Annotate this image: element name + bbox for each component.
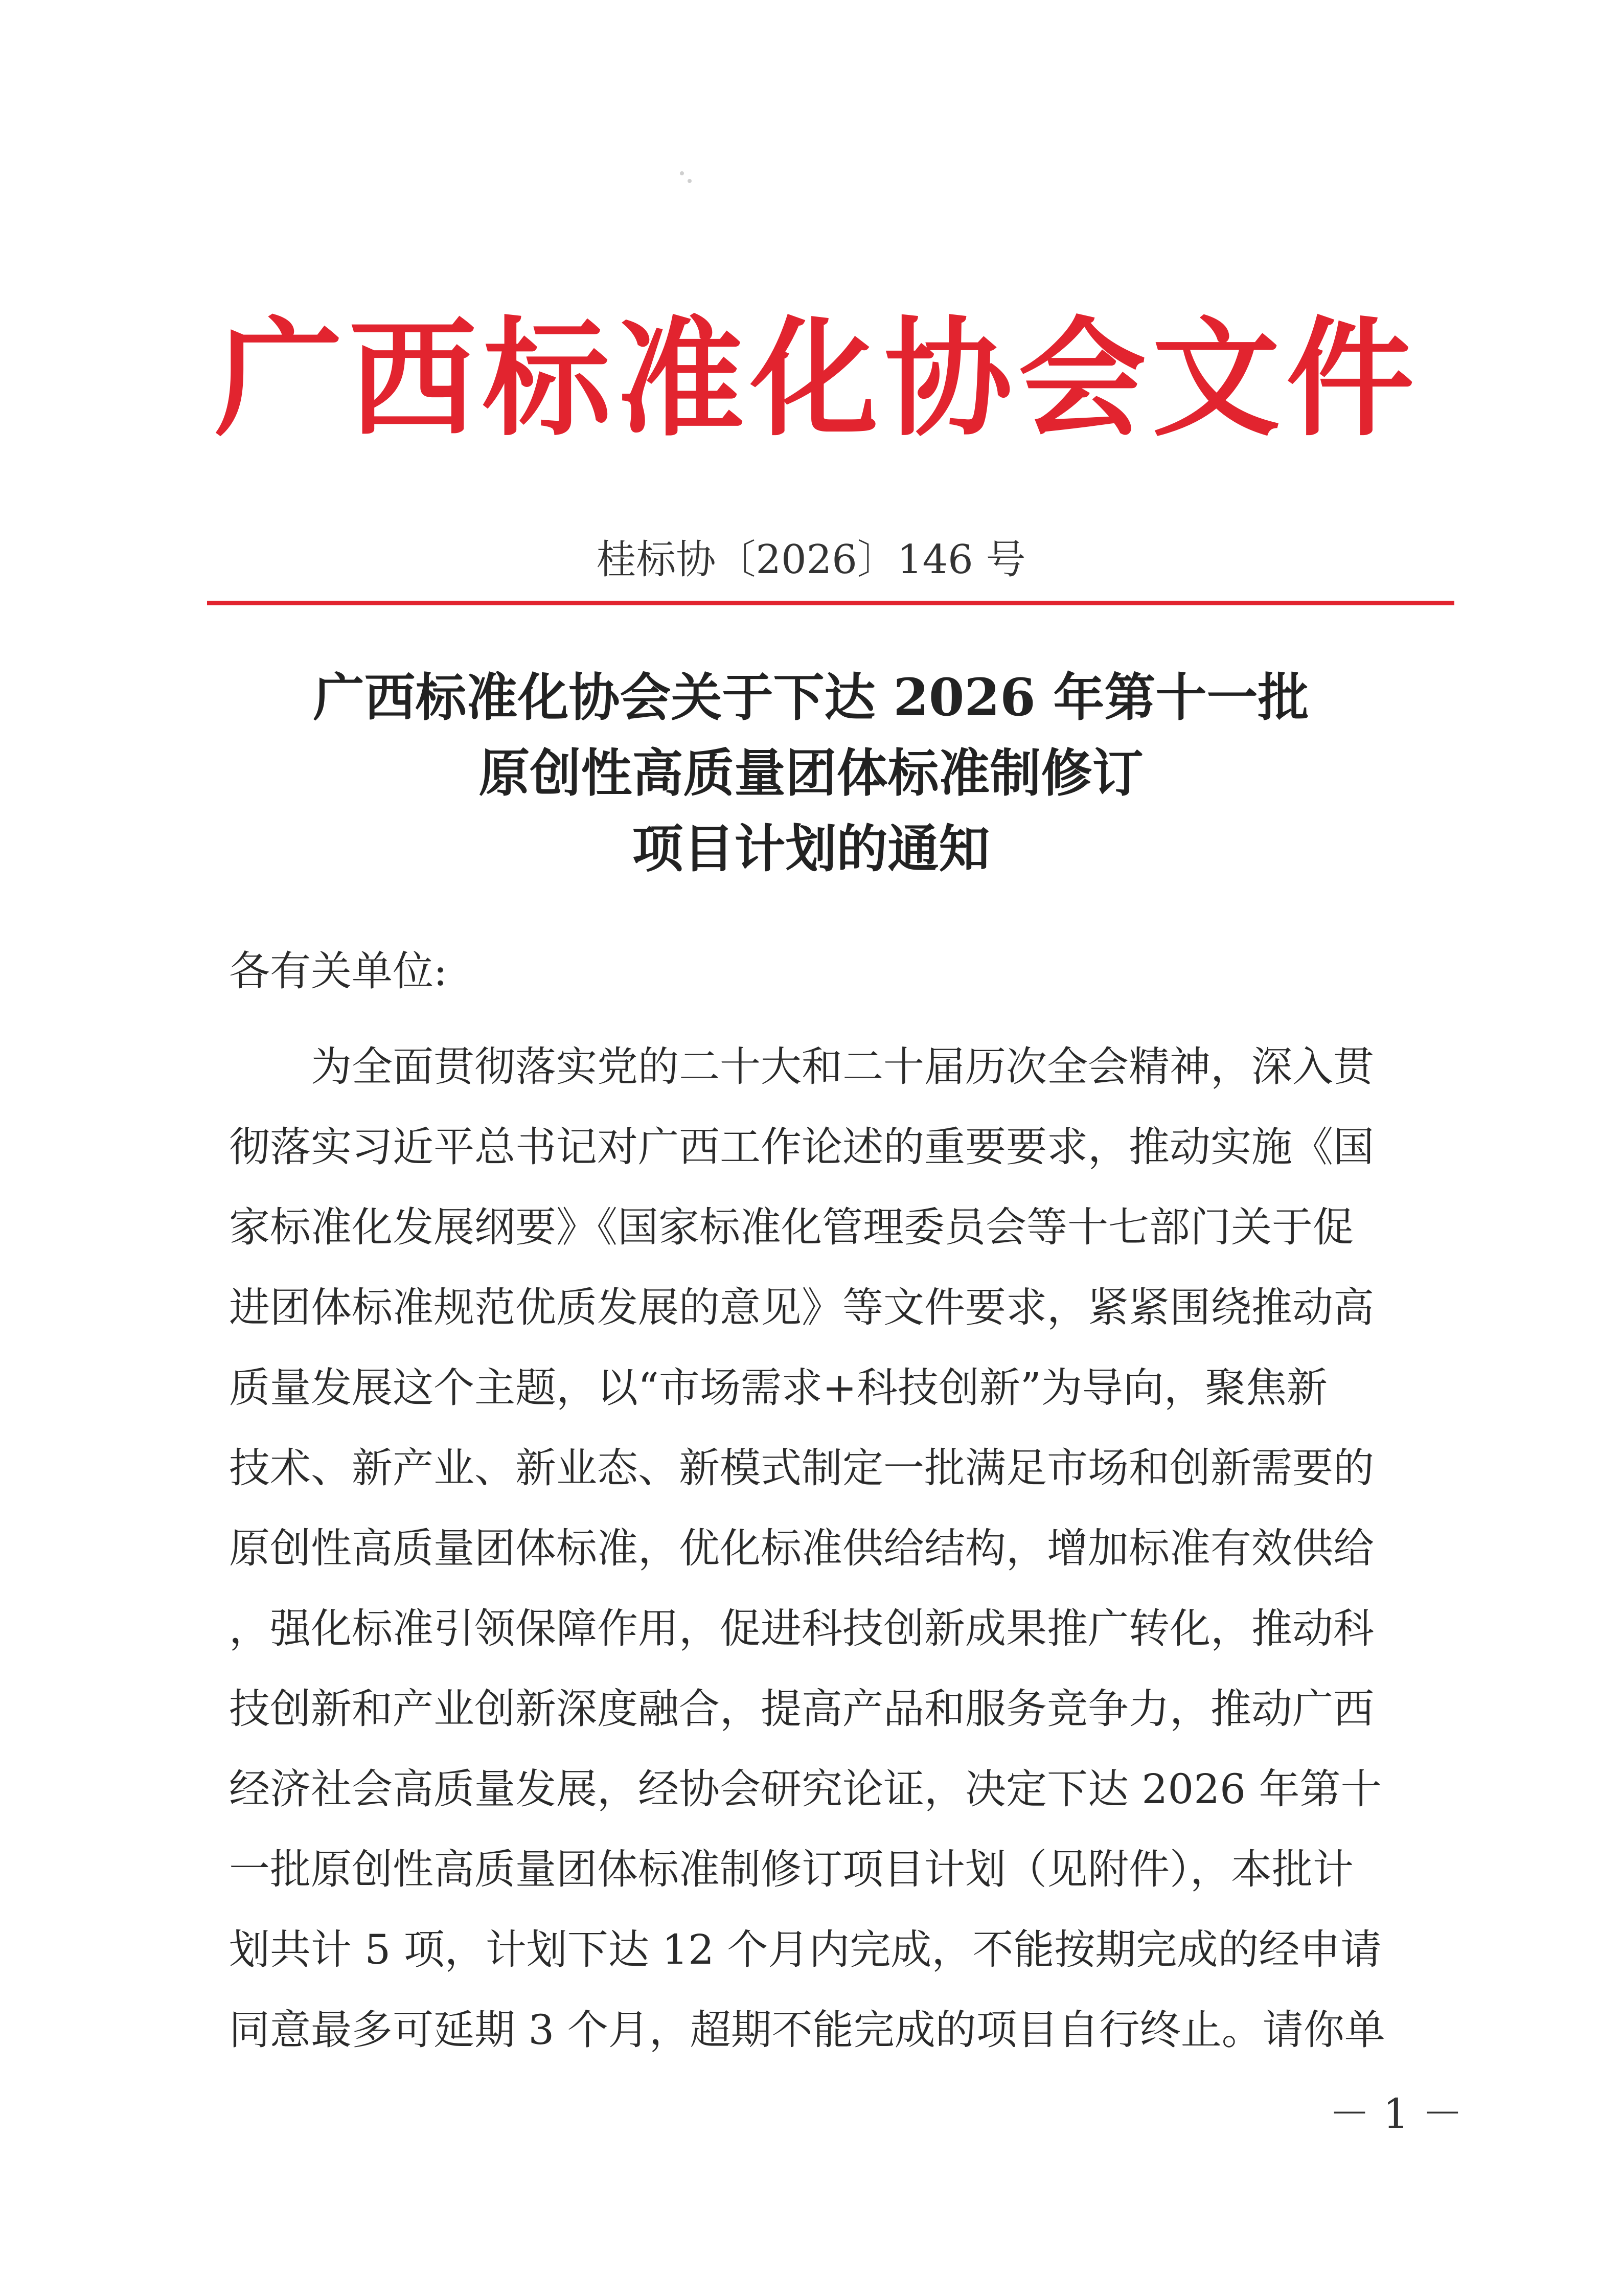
notice-title-line: 广西标准化协会关于下达 2026 年第十一批 xyxy=(313,667,1309,728)
body-line: 进团体标准规范优质发展的意见》等文件要求，紧紧围绕推动高 xyxy=(229,1284,1374,1331)
body-line: 经济社会高质量发展，经协会研究论证，决定下达 2026 年第十 xyxy=(229,1765,1382,1813)
issuer-header-title: 广西标准化协会文件 xyxy=(215,303,1420,453)
body-line: 为全面贯彻落实党的二十大和二十届历次全会精神，深入贯 xyxy=(229,1043,1374,1090)
document-number: 桂标协〔2026〕146 号 xyxy=(596,537,1026,583)
scan-speck xyxy=(688,179,692,183)
body-line: 技创新和产业创新深度融合，提高产品和服务竞争力，推动广西 xyxy=(229,1685,1374,1733)
body-line: 彻落实习近平总书记对广西工作论述的重要要求，推动实施《国 xyxy=(229,1123,1374,1171)
body-line: 一批原创性高质量团体标准制修订项目计划（见附件），本批计 xyxy=(229,1846,1354,1893)
notice-title xyxy=(0,660,1622,886)
salutation: 各有关单位: xyxy=(229,947,447,995)
body-line: 技术、新产业、新业态、新模式制定一批满足市场和创新需要的 xyxy=(229,1444,1374,1492)
body-line: 原创性高质量团体标准，优化标准供给结构，增加标准有效供给 xyxy=(229,1525,1374,1572)
body-paragraph xyxy=(229,1027,1441,2070)
notice-title-line: 原创性高质量团体标准制修订 xyxy=(478,743,1144,803)
page-number: － 1 － xyxy=(1329,2090,1463,2138)
header-red-divider xyxy=(207,601,1454,605)
scan-speck xyxy=(680,171,684,175)
body-line: 同意最多可延期 3 个月，超期不能完成的项目自行终止。请你单 xyxy=(229,2006,1385,2054)
notice-title-line: 项目计划的通知 xyxy=(632,819,990,879)
body-line: 家标准化发展纲要》《国家标准化管理委员会等十七部门关于促 xyxy=(229,1203,1354,1251)
body-line: ，强化标准引领保障作用，促进科技创新成果推广转化，推动科 xyxy=(229,1605,1374,1652)
body-line: 质量发展这个主题，以“市场需求+科技创新”为导向，聚焦新 xyxy=(229,1364,1328,1412)
body-line: 划共计 5 项，计划下达 12 个月内完成，不能按期完成的经申请 xyxy=(229,1926,1382,1973)
